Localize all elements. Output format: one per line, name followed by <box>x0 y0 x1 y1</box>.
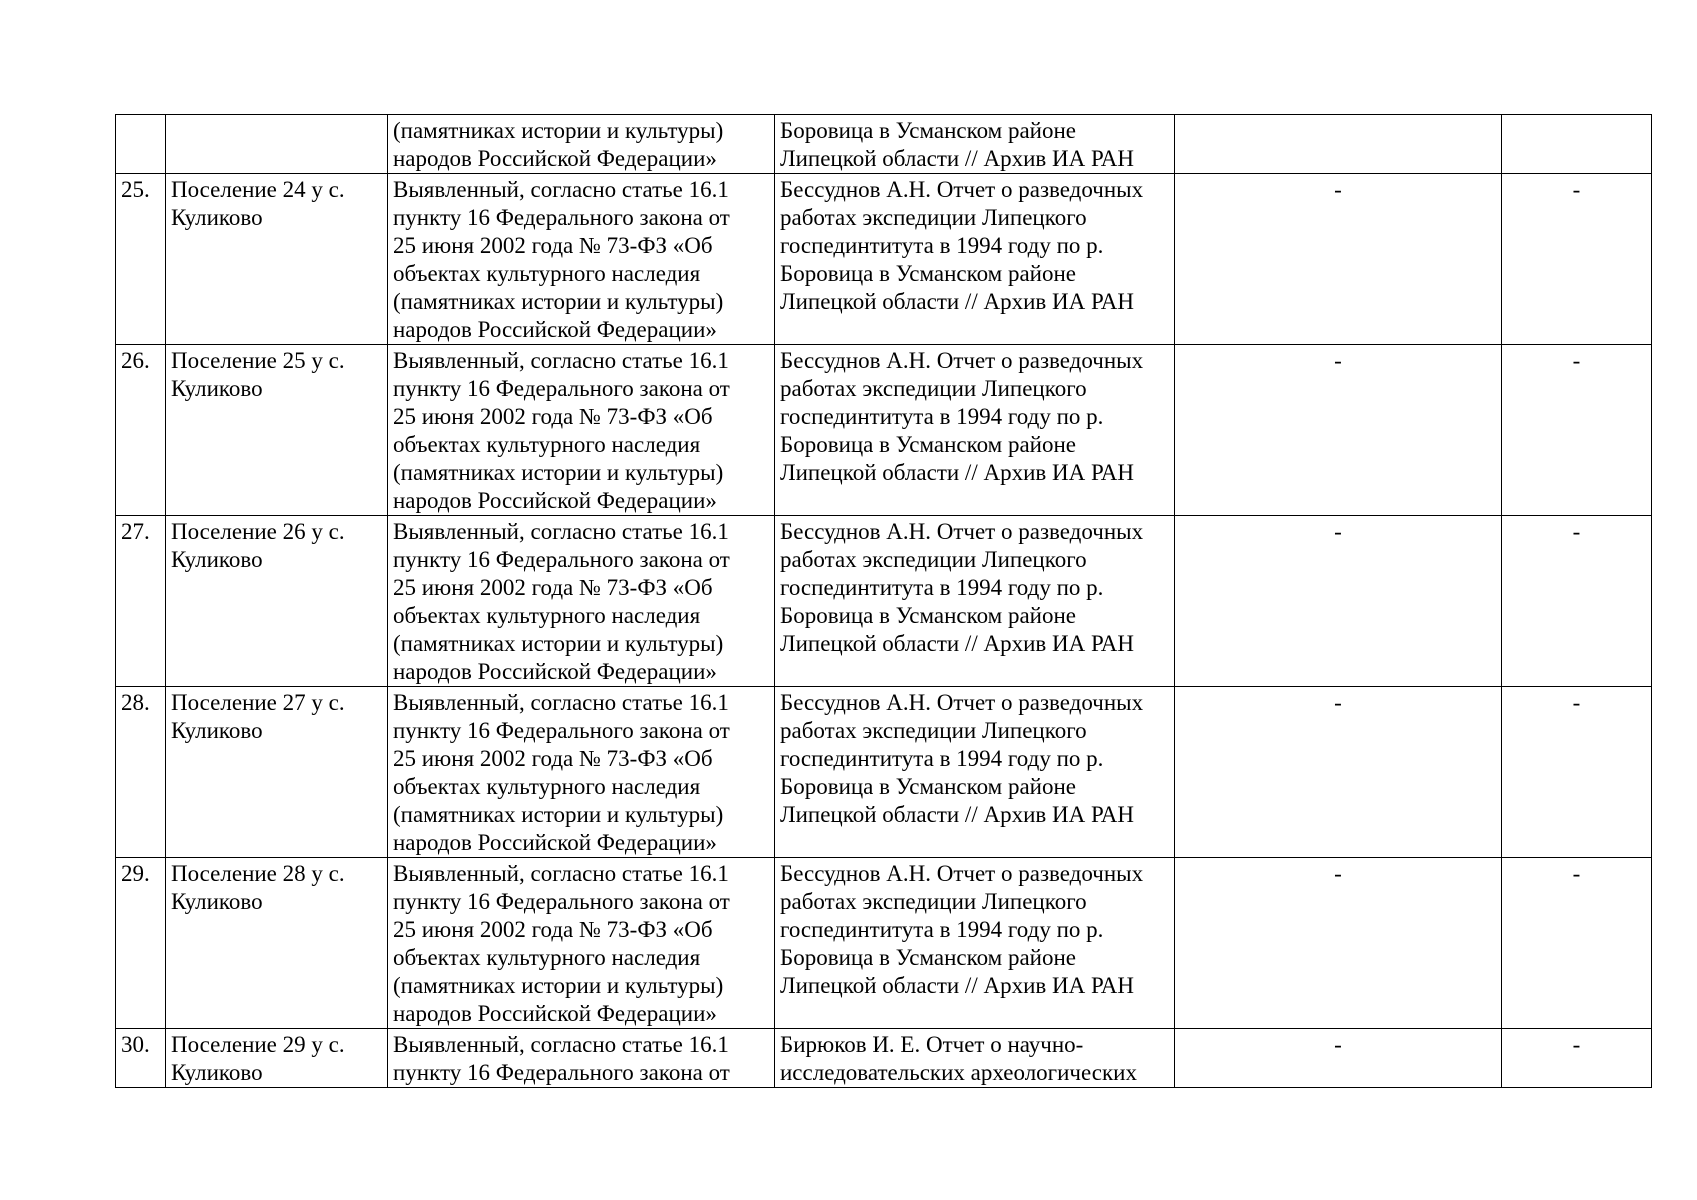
cell-line: Боровица в Усманском районе <box>780 261 1077 286</box>
cell-line: пункту 16 Федерального закона от <box>393 547 730 572</box>
row-number: 27. <box>116 516 166 687</box>
cell-line: Липецкой области // Архив ИА РАН <box>780 146 1135 171</box>
cell-line: госпединтитута в 1994 году по р. <box>780 917 1104 942</box>
source-cell <box>775 687 1175 858</box>
source-cell <box>775 858 1175 1029</box>
column-6-cell: - <box>1502 174 1652 345</box>
cell-line: объектах культурного наследия <box>393 432 701 457</box>
cell-line: госпединтитута в 1994 году по р. <box>780 746 1104 771</box>
cell-line: Поселение 24 у с. <box>171 177 345 202</box>
cell-line: Выявленный, согласно статье 16.1 <box>393 690 729 715</box>
cell-line: Боровица в Усманском районе <box>780 774 1077 799</box>
cell-line: работах экспедиции Липецкого <box>780 205 1087 230</box>
cell-line: Боровица в Усманском районе <box>780 432 1077 457</box>
object-name-cell <box>166 516 388 687</box>
table-body <box>116 115 1652 1088</box>
cell-line: объектах культурного наследия <box>393 774 701 799</box>
cell-line: госпединтитута в 1994 году по р. <box>780 233 1104 258</box>
cell-line: Куликово <box>171 1060 263 1085</box>
cell-line: Поселение 26 у с. <box>171 519 345 544</box>
cell-line: 25 июня 2002 года № 73-ФЗ «Об <box>393 233 713 258</box>
cell-line: Липецкой области // Архив ИА РАН <box>780 802 1135 827</box>
cell-line: (памятниках истории и культуры) <box>393 973 724 998</box>
table-row <box>116 1029 1652 1088</box>
legal-basis-cell <box>388 1029 775 1088</box>
cell-line: госпединтитута в 1994 году по р. <box>780 575 1104 600</box>
cell-line: госпединтитута в 1994 году по р. <box>780 404 1104 429</box>
cell-line: Липецкой области // Архив ИА РАН <box>780 289 1135 314</box>
row-number: 29. <box>116 858 166 1029</box>
table-row <box>116 858 1652 1029</box>
cell-line: Бессуднов А.Н. Отчет о разведочных <box>780 348 1144 373</box>
row-number: 26. <box>116 345 166 516</box>
cell-line: Боровица в Усманском районе <box>780 118 1077 143</box>
cell-line: Бессуднов А.Н. Отчет о разведочных <box>780 177 1144 202</box>
object-name-cell <box>166 687 388 858</box>
cell-line: народов Российской Федерации» <box>393 659 717 684</box>
cell-line: пункту 16 Федерального закона от <box>393 205 730 230</box>
cell-line: пункту 16 Федерального закона от <box>393 376 730 401</box>
cell-line: пункту 16 Федерального закона от <box>393 889 730 914</box>
row-number: 25. <box>116 174 166 345</box>
column-5-cell: - <box>1175 174 1502 345</box>
source-cell <box>775 174 1175 345</box>
cell-line: Выявленный, согласно статье 16.1 <box>393 861 729 886</box>
cell-line: объектах культурного наследия <box>393 603 701 628</box>
legal-basis-cell <box>388 115 775 174</box>
cell-line: Бессуднов А.Н. Отчет о разведочных <box>780 690 1144 715</box>
cell-line: работах экспедиции Липецкого <box>780 547 1087 572</box>
cell-line: Куликово <box>171 376 263 401</box>
column-6-cell: - <box>1502 687 1652 858</box>
column-5-cell: - <box>1175 858 1502 1029</box>
table-row <box>116 345 1652 516</box>
source-cell <box>775 115 1175 174</box>
cell-line: народов Российской Федерации» <box>393 830 717 855</box>
cell-line: 25 июня 2002 года № 73-ФЗ «Об <box>393 746 713 771</box>
cell-line: исследовательских археологических <box>780 1060 1137 1085</box>
cell-line: 25 июня 2002 года № 73-ФЗ «Об <box>393 917 713 942</box>
object-name-cell <box>166 858 388 1029</box>
source-cell <box>775 516 1175 687</box>
column-5-cell: - <box>1175 1029 1502 1088</box>
cell-line: Куликово <box>171 889 263 914</box>
cell-line: Выявленный, согласно статье 16.1 <box>393 348 729 373</box>
object-name-cell <box>166 345 388 516</box>
cell-line: работах экспедиции Липецкого <box>780 718 1087 743</box>
object-name-cell <box>166 115 388 174</box>
column-5-cell <box>1175 115 1502 174</box>
cell-line: (памятниках истории и культуры) <box>393 460 724 485</box>
column-6-cell: - <box>1502 516 1652 687</box>
cell-line: (памятниках истории и культуры) <box>393 631 724 656</box>
cell-line: Бирюков И. Е. Отчет о научно- <box>780 1032 1084 1057</box>
cell-line: (памятниках истории и культуры) <box>393 802 724 827</box>
cell-line: (памятниках истории и культуры) <box>393 289 724 314</box>
cell-line: 25 июня 2002 года № 73-ФЗ «Об <box>393 575 713 600</box>
row-number: 30. <box>116 1029 166 1088</box>
cell-line: Боровица в Усманском районе <box>780 603 1077 628</box>
cell-line: Поселение 25 у с. <box>171 348 345 373</box>
cell-line: Выявленный, согласно статье 16.1 <box>393 519 729 544</box>
cell-line: пункту 16 Федерального закона от <box>393 718 730 743</box>
cell-line: Поселение 28 у с. <box>171 861 345 886</box>
cell-line: Выявленный, согласно статье 16.1 <box>393 177 729 202</box>
column-6-cell: - <box>1502 1029 1652 1088</box>
column-5-cell: - <box>1175 687 1502 858</box>
cell-line: (памятниках истории и культуры) <box>393 118 724 143</box>
cell-line: Поселение 29 у с. <box>171 1032 345 1057</box>
cell-line: Куликово <box>171 205 263 230</box>
cell-line: 25 июня 2002 года № 73-ФЗ «Об <box>393 404 713 429</box>
cell-line: Выявленный, согласно статье 16.1 <box>393 1032 729 1057</box>
cell-line: Бессуднов А.Н. Отчет о разведочных <box>780 861 1144 886</box>
cell-line: пункту 16 Федерального закона от <box>393 1060 730 1085</box>
cell-line: Куликово <box>171 718 263 743</box>
column-6-cell: - <box>1502 858 1652 1029</box>
column-5-cell: - <box>1175 516 1502 687</box>
legal-basis-cell <box>388 174 775 345</box>
cell-line: Боровица в Усманском районе <box>780 945 1077 970</box>
cell-line: работах экспедиции Липецкого <box>780 889 1087 914</box>
object-name-cell <box>166 1029 388 1088</box>
legal-basis-cell <box>388 516 775 687</box>
source-cell <box>775 1029 1175 1088</box>
cell-line: Липецкой области // Архив ИА РАН <box>780 973 1135 998</box>
cell-line: Липецкой области // Архив ИА РАН <box>780 631 1135 656</box>
column-5-cell: - <box>1175 345 1502 516</box>
column-6-cell <box>1502 115 1652 174</box>
cell-line: народов Российской Федерации» <box>393 1001 717 1026</box>
row-number <box>116 115 166 174</box>
cell-line: народов Российской Федерации» <box>393 317 717 342</box>
legal-basis-cell <box>388 858 775 1029</box>
monument-table <box>115 114 1652 1088</box>
cell-line: объектах культурного наследия <box>393 261 701 286</box>
table-row <box>116 174 1652 345</box>
cell-line: Поселение 27 у с. <box>171 690 345 715</box>
object-name-cell <box>166 174 388 345</box>
cell-line: Куликово <box>171 547 263 572</box>
cell-line: народов Российской Федерации» <box>393 146 717 171</box>
legal-basis-cell <box>388 687 775 858</box>
table-row <box>116 516 1652 687</box>
cell-line: объектах культурного наследия <box>393 945 701 970</box>
source-cell <box>775 345 1175 516</box>
cell-line: Липецкой области // Архив ИА РАН <box>780 460 1135 485</box>
row-number: 28. <box>116 687 166 858</box>
column-6-cell: - <box>1502 345 1652 516</box>
cell-line: работах экспедиции Липецкого <box>780 376 1087 401</box>
cell-line: народов Российской Федерации» <box>393 488 717 513</box>
table-row <box>116 115 1652 174</box>
table-row <box>116 687 1652 858</box>
legal-basis-cell <box>388 345 775 516</box>
cell-line: Бессуднов А.Н. Отчет о разведочных <box>780 519 1144 544</box>
